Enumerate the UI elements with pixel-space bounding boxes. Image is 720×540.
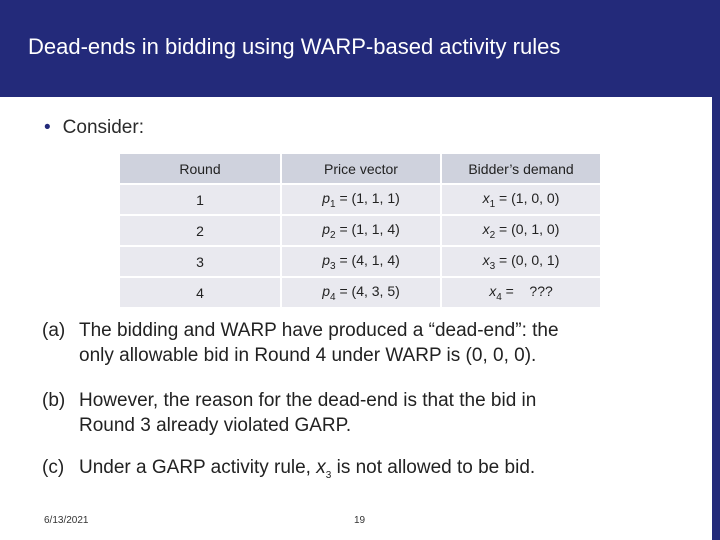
- sub-index: 4: [330, 291, 336, 303]
- var-p: p: [322, 189, 331, 206]
- footer-date: 6/13/2021: [44, 515, 89, 526]
- demand-value: = (0, 1, 0): [495, 220, 560, 237]
- bidding-table: [120, 152, 600, 309]
- sub-index: 3: [325, 469, 332, 481]
- sub-index: 1: [489, 198, 496, 210]
- item-text: is not allowed to be bid.: [331, 457, 536, 478]
- table-row: [120, 216, 600, 245]
- var-p: p: [322, 282, 331, 299]
- cell-round: 4: [120, 278, 280, 307]
- sub-index: 3: [330, 260, 336, 272]
- slide-title: Dead-ends in bidding using WARP-based activity rules: [28, 34, 561, 59]
- cell-price-vector: [280, 185, 440, 214]
- table-row: [120, 278, 600, 307]
- cell-price-vector: [280, 216, 440, 245]
- cell-demand: [440, 216, 600, 245]
- table-header-row: [120, 154, 600, 183]
- cell-price-vector: [280, 278, 440, 307]
- cell-round: 3: [120, 247, 280, 276]
- cell-demand: [440, 278, 600, 307]
- price-value: = (1, 1, 1): [335, 189, 400, 206]
- cell-demand: [440, 247, 600, 276]
- item-label: (c): [42, 457, 65, 478]
- item-label: (b): [42, 390, 66, 411]
- var-x: x: [482, 220, 490, 237]
- var-p: p: [322, 251, 331, 268]
- item-line: However, the reason for the dead-end is that the bid in: [79, 390, 537, 411]
- demand-value: = (1, 0, 0): [495, 189, 560, 206]
- item-a: [42, 318, 559, 368]
- col-header-bidder-demand: Bidder’s demand: [440, 154, 600, 183]
- cell-demand: [440, 185, 600, 214]
- cell-round: 1: [120, 185, 280, 214]
- price-value: = (1, 1, 4): [335, 220, 400, 237]
- item-c: [42, 455, 535, 488]
- right-accent-strip: [712, 0, 720, 540]
- sub-index: 2: [489, 229, 496, 241]
- price-value: = (4, 3, 5): [335, 282, 400, 299]
- sub-index: 1: [330, 198, 336, 210]
- bullet-text: Consider:: [62, 117, 144, 138]
- bullet-dot-icon: •: [44, 117, 51, 138]
- demand-value: = ???: [501, 282, 553, 299]
- var-p: p: [322, 220, 331, 237]
- item-b: [42, 388, 536, 438]
- sub-index: 4: [496, 291, 502, 303]
- item-line: Round 3 already violated GARP.: [79, 415, 352, 436]
- var-x: x: [489, 282, 497, 299]
- demand-value: = (0, 0, 1): [495, 251, 560, 268]
- sub-index: 3: [489, 260, 496, 272]
- cell-round: 2: [120, 216, 280, 245]
- item-label: (a): [42, 320, 66, 341]
- item-line: [79, 455, 535, 488]
- price-value: = (4, 1, 4): [335, 251, 400, 268]
- slide-number: 19: [354, 515, 366, 526]
- var-x: x: [482, 251, 490, 268]
- item-line: only allowable bid in Round 4 under WARP is (0, 0, 0).: [79, 345, 537, 366]
- bullet-consider: [44, 117, 144, 139]
- var-x: x: [482, 189, 490, 206]
- sub-index: 2: [330, 229, 336, 241]
- col-header-price-vector: Price vector: [280, 154, 440, 183]
- table-row: [120, 247, 600, 276]
- col-header-round: Round: [120, 154, 280, 183]
- var-x: x: [316, 457, 326, 478]
- cell-price-vector: [280, 247, 440, 276]
- item-text: Under a GARP activity rule,: [79, 457, 317, 478]
- table-row: [120, 185, 600, 214]
- item-line: The bidding and WARP have produced a “dead-end”: the: [79, 320, 559, 341]
